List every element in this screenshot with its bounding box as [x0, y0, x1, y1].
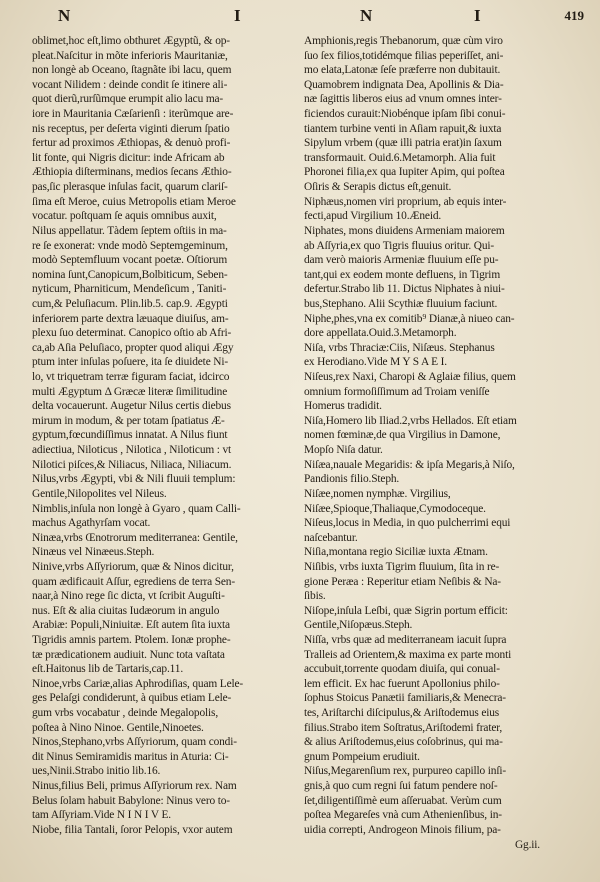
- text-line: Homerus tradidit.: [304, 400, 382, 413]
- text-line: ſima eſt Meroe, cuius Metropolis etiam Meroe: [32, 195, 236, 208]
- text-line: ex Herodiano.Vide M Y S A E I.: [304, 356, 447, 369]
- text-line: delta vocauerunt. Augetur Nilus certis diebus: [32, 400, 231, 413]
- text-line: ficiendos curauit:Niobénque ipſam ſibi conui-: [304, 108, 506, 121]
- text-line: gnum Pompeium erudiuit.: [304, 750, 420, 763]
- text-line: ab Aſſyria,ex quo Tigris fluuius oritur. Qui-: [304, 239, 495, 252]
- signature-mark: Gg.ii.: [514, 838, 540, 851]
- text-line: Niphæus,nomen viri proprium, ab equis inter-: [304, 195, 507, 208]
- text-line: ſophus Stoicus Panætii familiaris,& Menecra-: [304, 692, 506, 705]
- text-line: filius.Strabo item Soſtratus,Ariſtodemi frater,: [304, 721, 503, 734]
- text-line: ca,ab Aſia Peluſiaco, propter quod aliqui Ægy: [32, 341, 234, 354]
- text-line: Nilus,vrbs Ægypti, vbi & Nili fluuii templum:: [32, 473, 236, 486]
- text-line: vocatur. poſtquam ſe aquis omnibus auxit,: [32, 210, 217, 223]
- text-line: mirum in modum, & per totam ſpatiatus Æ-: [32, 414, 225, 427]
- text-line: Niſeus,rex Naxi, Charopi & Aglaiæ filius, quem: [304, 371, 516, 384]
- text-line: Mopſo Niſa datur.: [304, 444, 383, 457]
- text-line: quam ædificauit Aſſur, egrediens de terra Sen-: [32, 575, 235, 588]
- text-line: tant,qui ex eodem monte defluens, in Tigrim: [304, 268, 501, 281]
- text-line: eſt.Haitonus lib de Tartaris,cap.11.: [32, 663, 184, 676]
- text-line: Niphe,phes,vna ex comitib⁹ Dianæ,à niueo can-: [304, 312, 515, 325]
- right-column: [304, 34, 576, 852]
- text-line: Niſibis, vrbs iuxta Tigrim fluuium, ſita in re-: [304, 560, 500, 573]
- text-line: lem efficit. Ex hac fuerunt Apollonius philo-: [304, 677, 500, 690]
- text-line: gyptum,fœcundiſſimus innatat. A Nilus fiunt: [32, 429, 228, 442]
- text-line: Niphates, mons diuidens Armeniam maiorem: [304, 224, 505, 237]
- text-line: Amphionis,regis Thebanorum, quæ cùm viro: [304, 35, 503, 47]
- text-line: modò Septemfluum vocant poetæ. Oſtiorum: [32, 254, 228, 267]
- text-line: dam verò maioris Armeniæ fluuium eſſe pu-: [304, 254, 499, 267]
- text-line: gione Peræa : Reperitur etiam Neſibis & Na-: [304, 575, 501, 588]
- text-line: tæ prædicationem audiuit. Nunc tota vaſtata: [32, 648, 225, 661]
- text-line: Niobe, filia Tantali, ſoror Pelopis, vxor autem: [32, 823, 233, 836]
- text-line: plexu ſuo determinat. Canopico oſtio ab Afri-: [32, 327, 232, 340]
- text-line: dore appellata.Ouid.3.Metamorph.: [304, 327, 457, 340]
- text-line: re ſe exonerat: vnde modò Septemgeminum,: [32, 239, 228, 252]
- text-line: nomina ſunt,Canopicum,Bolbiticum, Seben-: [32, 268, 228, 281]
- text-line: Niſa,Homero lib Iliad.2,vrbs Hellados. Eſt etiam: [304, 414, 517, 427]
- text-line: poſtea à Nino Ninoe. Gentile,Ninoetes.: [32, 721, 204, 734]
- text-line: defertur.Strabo lib 11. Dictus Niphates à niui-: [304, 283, 505, 296]
- running-head: [0, 6, 600, 32]
- text-line: Tigridis amnis partem. Ptolem. Ionæ prophe-: [32, 633, 231, 646]
- text-line: machus Agathyrſam vocat.: [32, 517, 151, 530]
- text-line: tiantem turbine venti in Aſiam rapuit,& iuxta: [304, 122, 502, 135]
- text-line: Æthiopia diſterminans, medios ſecans Æthio-: [32, 166, 232, 179]
- text-line: mo elata,Latonæ ſeſe præferre non dubitauit.: [304, 64, 501, 77]
- running-head-letter: N: [360, 6, 374, 25]
- running-head-letter: I: [474, 6, 482, 25]
- text-line: pas,ſic plerasque inſulas facit, quarum clariſ-: [32, 181, 228, 194]
- text-line: lo, vt triquetram terræ figuram faciat, idcirco: [32, 371, 230, 384]
- text-line: Arabiæ: Populi,Niniuitæ. Eſt autem ſita iuxta: [32, 619, 230, 632]
- text-line: bus,Stephano. Alii Scythiæ fluuium faciunt.: [304, 297, 498, 310]
- text-line: fertur ad proximos Æthiopas, & denuò profi-: [32, 137, 231, 150]
- text-line: inferiorem parte dextra læuaque diuiſus, am-: [32, 312, 229, 325]
- text-line: lit fonte, qui Nigris dicitur: inde Africam ab: [32, 151, 225, 164]
- text-line: fecti,apud Virgilium 10.Æneid.: [304, 210, 442, 223]
- text-line: Sipylum vrbem (quæ illi patria erat)in ſaxum: [304, 137, 502, 150]
- text-line: multi Ægyptum Δ Græcæ literæ ſimilitudine: [32, 385, 228, 398]
- text-line: non longè ab Oceano, ſtagnãte ibi lacu, quem: [32, 64, 232, 77]
- text-line: ſuo ſex filios,totidémque filias peperiſſet, ani-: [304, 49, 504, 62]
- text-line: gum vrbs vocabatur , deinde Megalopolis,: [32, 707, 219, 720]
- text-line: nomen fœminæ,de qua Virgilius in Damone,: [304, 429, 501, 442]
- text-line: transformauit. Ouid.6.Metamorph. Alia fuit: [304, 151, 496, 164]
- text-line: Belus ſolam habuit Babylone: Ninus vero to-: [32, 794, 230, 807]
- running-head-letter: N: [58, 6, 72, 25]
- text-line: Ninoe,vrbs Cariæ,alias Aphrodiſias, quam Lele-: [32, 677, 244, 690]
- text-line: Niſus,Megarenſium rex, purpureo capillo inſi-: [304, 765, 507, 778]
- text-line: Niſa, vrbs Thraciæ:Ciis, Niſæus. Stephanus: [304, 341, 495, 354]
- text-line: Pandionis filio.Steph.: [304, 473, 400, 486]
- text-line: ſet,diligentiſſimè eum aſſeruabat. Verùm cum: [304, 794, 502, 807]
- running-head-letter: I: [234, 6, 242, 25]
- text-line: tes, Ariſtarchi diſcipulus,& Ariſtodemus eius: [304, 707, 500, 720]
- page-number: 419: [564, 8, 584, 23]
- text-line: iore in Mauritania Cæſarienſi : iterũmque are-: [32, 108, 234, 121]
- text-line: tam Aſſyriam.Vide N I N I V E.: [32, 809, 171, 822]
- text-line: Ninive,vrbs Aſſyriorum, quæ & Ninos dicitur,: [32, 560, 234, 573]
- text-line: Nilus appellatur. Tàdem ſeptem oſtiis in ma-: [32, 224, 227, 237]
- text-line: ges Pelaſgi condiderunt, à quibus etiam Lele-: [32, 692, 232, 705]
- text-line: Niſope,inſula Leſbi, quæ Sigrin portum efficit:: [304, 604, 508, 617]
- text-line: Niſſa, vrbs quæ ad mediterraneam iacuit ſupra: [304, 633, 507, 646]
- text-line: oblimet,hoc eſt,limo obthuret Ægyptũ, & op-: [32, 35, 230, 47]
- left-column: [32, 34, 304, 838]
- text-line: ſibis.: [304, 590, 326, 603]
- text-line: Niſæa,nauale Megaridis: & ipſa Megaris,à Niſo,: [304, 458, 515, 471]
- text-line: Niſia,montana regio Siciliæ iuxta Ætnam.: [304, 546, 488, 559]
- text-line: ues,Ninii.Strabo initio lib.16.: [32, 765, 161, 778]
- text-line: gnis,à quo cum regni ſui fatum pendere noſ-: [304, 780, 498, 793]
- text-line: Ninæa,vrbs Œnotrorum mediterranea: Gentile,: [32, 531, 238, 544]
- text-line: pleat.Naſcitur in mõte inferioris Mauritaniæ,: [32, 49, 228, 62]
- text-line: Gentile,Nilopolites vel Nileus.: [32, 487, 167, 500]
- text-line: Niſeus,locus in Media, in quo pulcherrimi equi: [304, 517, 511, 530]
- text-line: ptum inter inſulas poſuere, ita ſe diuidete Ni-: [32, 356, 229, 369]
- text-line: Tralleis ad Orientem,& maxima ex parte monti: [304, 648, 512, 661]
- text-line: poſtea Megareſes vnà cum Athenienſibus, in-: [304, 809, 502, 822]
- text-line: omnium formoſiſſimum ad Troiam veniſſe: [304, 385, 490, 398]
- text-line: dit Ninus Semiramidis maritus in Aturia: Ci-: [32, 750, 229, 763]
- text-line: naar,à Nino rege ſic dicta, vt ſcribit Auguſti-: [32, 590, 225, 603]
- text-line: uidia correpti, Androgeon Minois filium, pa-: [304, 823, 501, 836]
- text-line: Phoronei filia,ex qua Iupiter Apim, qui poſtea: [304, 166, 505, 179]
- text-line: nyticum, Pharniticum, Mendeſicum , Taniti-: [32, 283, 227, 296]
- text-line: Nilotici piſces,& Niliacus, Niliaca, Niliacum.: [32, 458, 232, 471]
- text-line: cum,& Peluſiacum. Plin.lib.5. cap.9. Ægypti: [32, 297, 228, 310]
- text-line: nus. Eſt & alia ciuitas Iudæorum in angulo: [32, 604, 220, 617]
- text-line: vocant Nilidem : deinde condit ſe itinere ali-: [32, 78, 228, 91]
- text-line: Ninæus vel Ninæeus.Steph.: [32, 546, 155, 559]
- text-line: Niſæe,nomen nymphæ. Virgilius,: [304, 487, 451, 500]
- text-line: nis receptus, per deſerta viginti dierum ſpatio: [32, 122, 230, 135]
- text-line: adiectiua, Niloticus , Nilotica , Niloticum : vt: [32, 444, 232, 457]
- text-line: Quamobrem indignata Dea, Apollinis & Dia-: [304, 78, 504, 91]
- text-line: & alius Ariſtodemus,eius coſobrinus, qui ma-: [304, 736, 503, 749]
- text-line: quot dierũ,rurſũmque erumpit alio lacu ma-: [32, 93, 224, 106]
- text-line: accubuit,torrente quodam diuiſa, qui conual-: [304, 663, 500, 676]
- text-line: Gentile,Niſopæus.Steph.: [304, 619, 413, 632]
- text-line: Nimblis,inſula non longè à Gyaro , quam Calli-: [32, 502, 241, 515]
- text-line: Ninus,filius Beli, primus Aſſyriorum rex. Nam: [32, 780, 237, 793]
- text-line: Ninos,Stephano,vrbs Aſſyriorum, quam condi-: [32, 736, 237, 749]
- text-line: Oſiris & Serapis dictus eſt,genuit.: [304, 181, 452, 194]
- text-line: næ ſagittis liberos eius ad vnum omnes inter-: [304, 93, 502, 106]
- text-line: naſcebantur.: [304, 531, 358, 544]
- text-line: Niſæe,Spioque,Thaliaque,Cymodoceque.: [304, 502, 486, 515]
